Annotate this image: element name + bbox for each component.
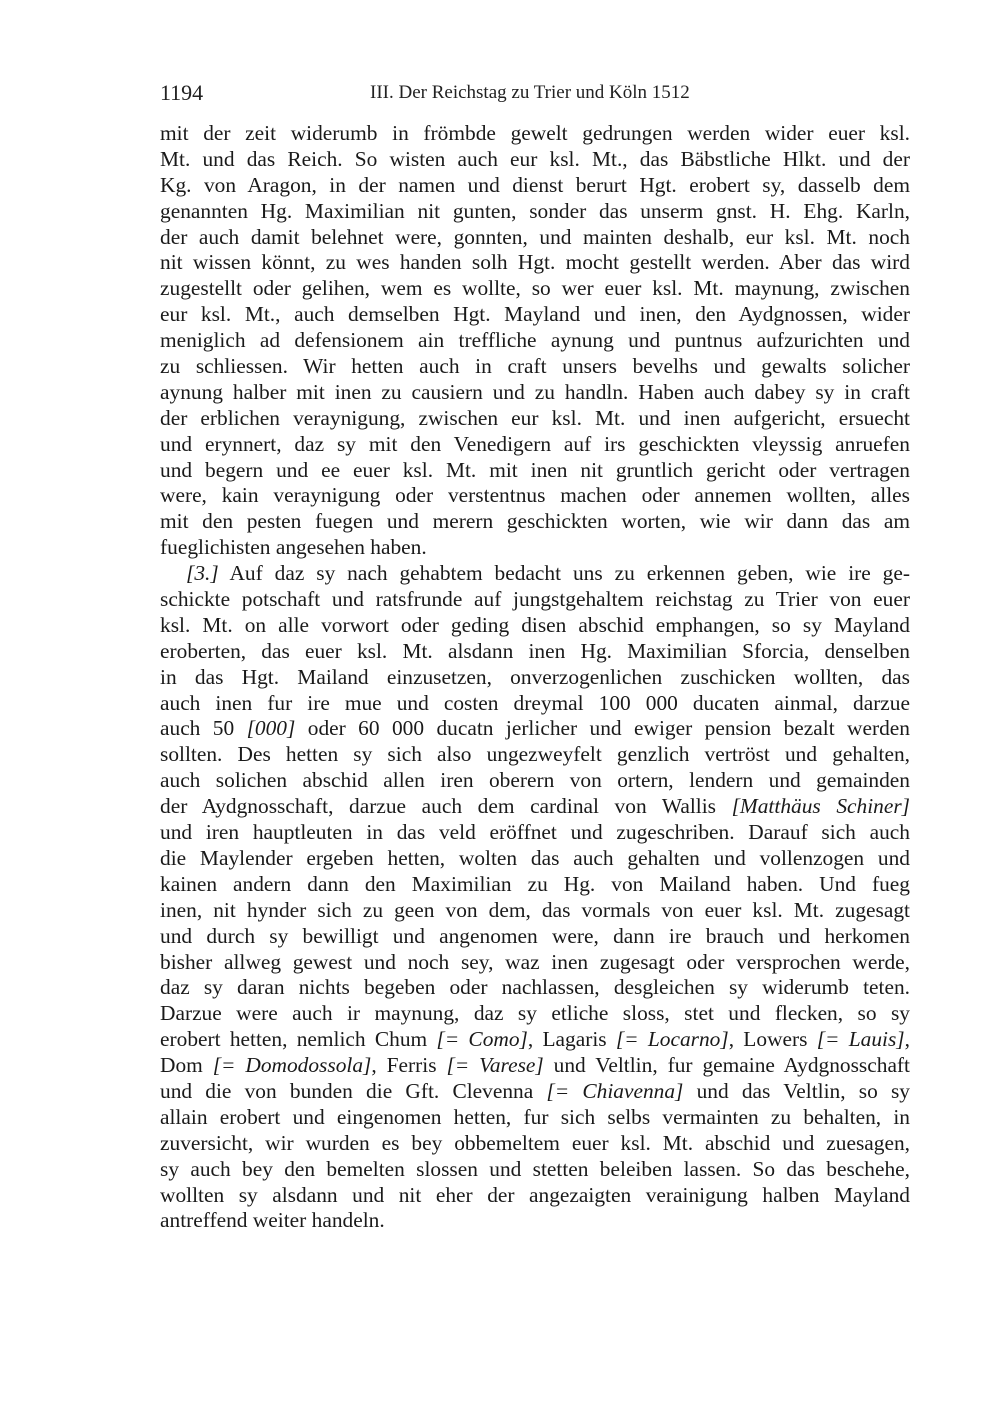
- text-line: daz sy daran nichts begeben oder nachlassen, desgleichen sy widerumb teten.: [160, 975, 910, 1000]
- text-line: schickte potschaft und ratsfrunde auf jungstgehaltem reichstag zu Trier von euer: [160, 587, 910, 612]
- text-segment: Auf daz sy nach gehabtem bedacht uns zu erkennen geben, wie ire ge-: [218, 561, 910, 586]
- editorial-note: [000]: [246, 716, 296, 741]
- text-line: antreffend weiter handeln.: [160, 1208, 385, 1233]
- section-marker: [3.]: [186, 561, 219, 586]
- text-line: sy auch bey den bemelten slossen und stetten beleiben lassen. So das beschehe,: [160, 1156, 910, 1181]
- text-line: mit der zeit widerumb in frömbde gewelt gedrungen werden wider euer ksl.: [160, 121, 910, 145]
- text-segment: , Lagaris: [527, 1027, 616, 1052]
- text-line: were, kain veraynigung oder verstentnus machen oder annemen wollten, alles: [160, 483, 910, 508]
- editorial-note: [Matthäus Schiner]: [731, 794, 910, 819]
- text-line: mit den pesten fuegen und merern geschickten worten, wie wir dann das am: [160, 509, 910, 534]
- text-line: [160, 794, 910, 820]
- page-header: [160, 80, 910, 110]
- running-title: III. Der Reichstag zu Trier und Köln 1512: [370, 82, 690, 103]
- text-line: auch solichen abschid allen iren oberern von ortern, lendern und gemainden: [160, 768, 910, 793]
- text-line: inen, nit hynder sich zu geen von dem, das vormals von euer ksl. Mt. zugesagt: [160, 897, 910, 922]
- text-segment: , Ferris: [371, 1053, 447, 1078]
- text-line: die Maylender ergeben hetten, wolten das auch gehalten und vollenzogen und: [160, 845, 910, 870]
- editorial-note: [= Como]: [436, 1027, 528, 1052]
- text-line: [160, 716, 910, 742]
- text-line: Kg. von Aragon, in der namen und dienst berurt Hgt. erobert sy, dasselb dem: [160, 172, 910, 197]
- editorial-note: [= Chiavenna]: [546, 1078, 684, 1103]
- text-segment: , Lowers: [728, 1027, 817, 1052]
- text-line: zugestellt oder gelihen, wem es wollte, so wer euer ksl. Mt. maynung, zwischen: [160, 276, 910, 301]
- text-line: wollten sy alsdann und nit eher der angezaigten verainigung halben Mayland: [160, 1182, 910, 1207]
- text-line: ksl. Mt. on alle vorwort oder geding disen abschid emphangen, so sy Mayland: [160, 612, 910, 637]
- text-segment: Dom: [160, 1053, 213, 1078]
- editorial-note: [= Lauis]: [816, 1027, 905, 1052]
- text-segment: und die von bunden die Gft. Clevenna: [160, 1078, 547, 1103]
- text-line: sollten. Des hetten sy sich also ungezweyfelt genzlich vertröst und gehalten,: [160, 742, 910, 767]
- text-segment: auch 50: [160, 716, 247, 741]
- text-line: kainen andern dann den Maximilian zu Hg. von Mailand haben. Und fueg: [160, 871, 910, 896]
- text-line: [160, 561, 910, 587]
- text-line: Darzue were auch ir maynung, daz sy etliche sloss, stet und flecken, so sy: [160, 1001, 910, 1026]
- text-line: eur ksl. Mt., auch demselben Hgt. Mayland und inen, den Aydgnossen, wider: [160, 302, 910, 327]
- text-line: der auch damit belehnet were, gonnten, und mainten deshalb, eur ksl. Mt. noch: [160, 224, 910, 249]
- text-line: meniglich ad defensionem ain treffliche aynung und puntnus aufzurichten und: [160, 328, 910, 353]
- text-line: und iren hauptleuten in das veld eröffnet und zugeschriben. Darauf sich auch: [160, 820, 910, 845]
- text-line: [160, 1027, 910, 1053]
- text-line: zu schliessen. Wir hetten auch in craft unsers bevelhs und gewalts solicher: [160, 354, 910, 379]
- text-line: Mt. und das Reich. So wisten auch eur ksl. Mt., das Bäbstliche Hlkt. und der: [160, 146, 910, 171]
- text-line: eroberten, das euer ksl. Mt. alsdann inen Hg. Maximilian Sforcia, denselben: [160, 638, 910, 663]
- editorial-note: [= Domodossola]: [212, 1053, 372, 1078]
- editorial-note: [= Varese]: [446, 1053, 544, 1078]
- text-segment: der Aydgnosschaft, darzue auch dem cardinal von Wallis: [160, 794, 732, 819]
- text-segment: oder 60 000 ducatn jerlicher und ewiger pension bezalt werden: [295, 716, 911, 741]
- text-line: [160, 1079, 910, 1105]
- editorial-note: [= Locarno]: [615, 1027, 729, 1052]
- page-number: 1194: [160, 80, 204, 105]
- text-line: genannten Hg. Maximilian nit gunten, sonder das unserm gnst. H. Ehg. Karln,: [160, 198, 910, 223]
- body-text: [160, 121, 910, 1234]
- text-line: [160, 1053, 910, 1079]
- text-line: und durch sy bewilligt und angenomen were, dann ire brauch und herkomen: [160, 923, 910, 948]
- text-line: und erynnert, daz sy mit den Venedigern auf irs geschickten vleyssig anruefen: [160, 431, 910, 456]
- text-segment: ,: [904, 1027, 910, 1052]
- text-line: fueglichisten angesehen haben.: [160, 535, 427, 560]
- text-segment: und Veltlin, fur gemaine Aydgnosschaft: [543, 1053, 910, 1078]
- text-line: in das Hgt. Mailand einzusetzen, onverzogenlichen zuschicken wollten, das: [160, 664, 910, 689]
- text-line: zuversicht, wir wurden es bey obbemeltem euer ksl. Mt. abschid und zuesagen,: [160, 1130, 910, 1155]
- text-segment: erobert hetten, nemlich Chum: [160, 1027, 437, 1052]
- text-line: nit wissen könnt, zu wes handen solh Hgt. mocht gestellt werden. Aber das wird: [160, 250, 910, 275]
- text-line: der erblichen veraynigung, zwischen eur ksl. Mt. und inen aufgericht, ersuecht: [160, 405, 910, 430]
- text-line: bisher allweg gewest und noch sey, waz inen zugesagt oder versprochen werde,: [160, 949, 910, 974]
- text-line: aynung halber mit inen zu causiern und zu handln. Haben auch dabey sy in craft: [160, 379, 910, 404]
- text-line: allain erobert und eingenomen hetten, fur sich selbs vermainten zu behalten, in: [160, 1104, 910, 1129]
- text-line: und begern und ee euer ksl. Mt. mit inen nit gruntlich gericht oder vertragen: [160, 457, 910, 482]
- text-segment: und das Veltlin, so sy: [683, 1078, 911, 1103]
- text-line: auch inen fur ire mue und costen dreymal 100 000 ducaten ainmal, darzue: [160, 690, 910, 715]
